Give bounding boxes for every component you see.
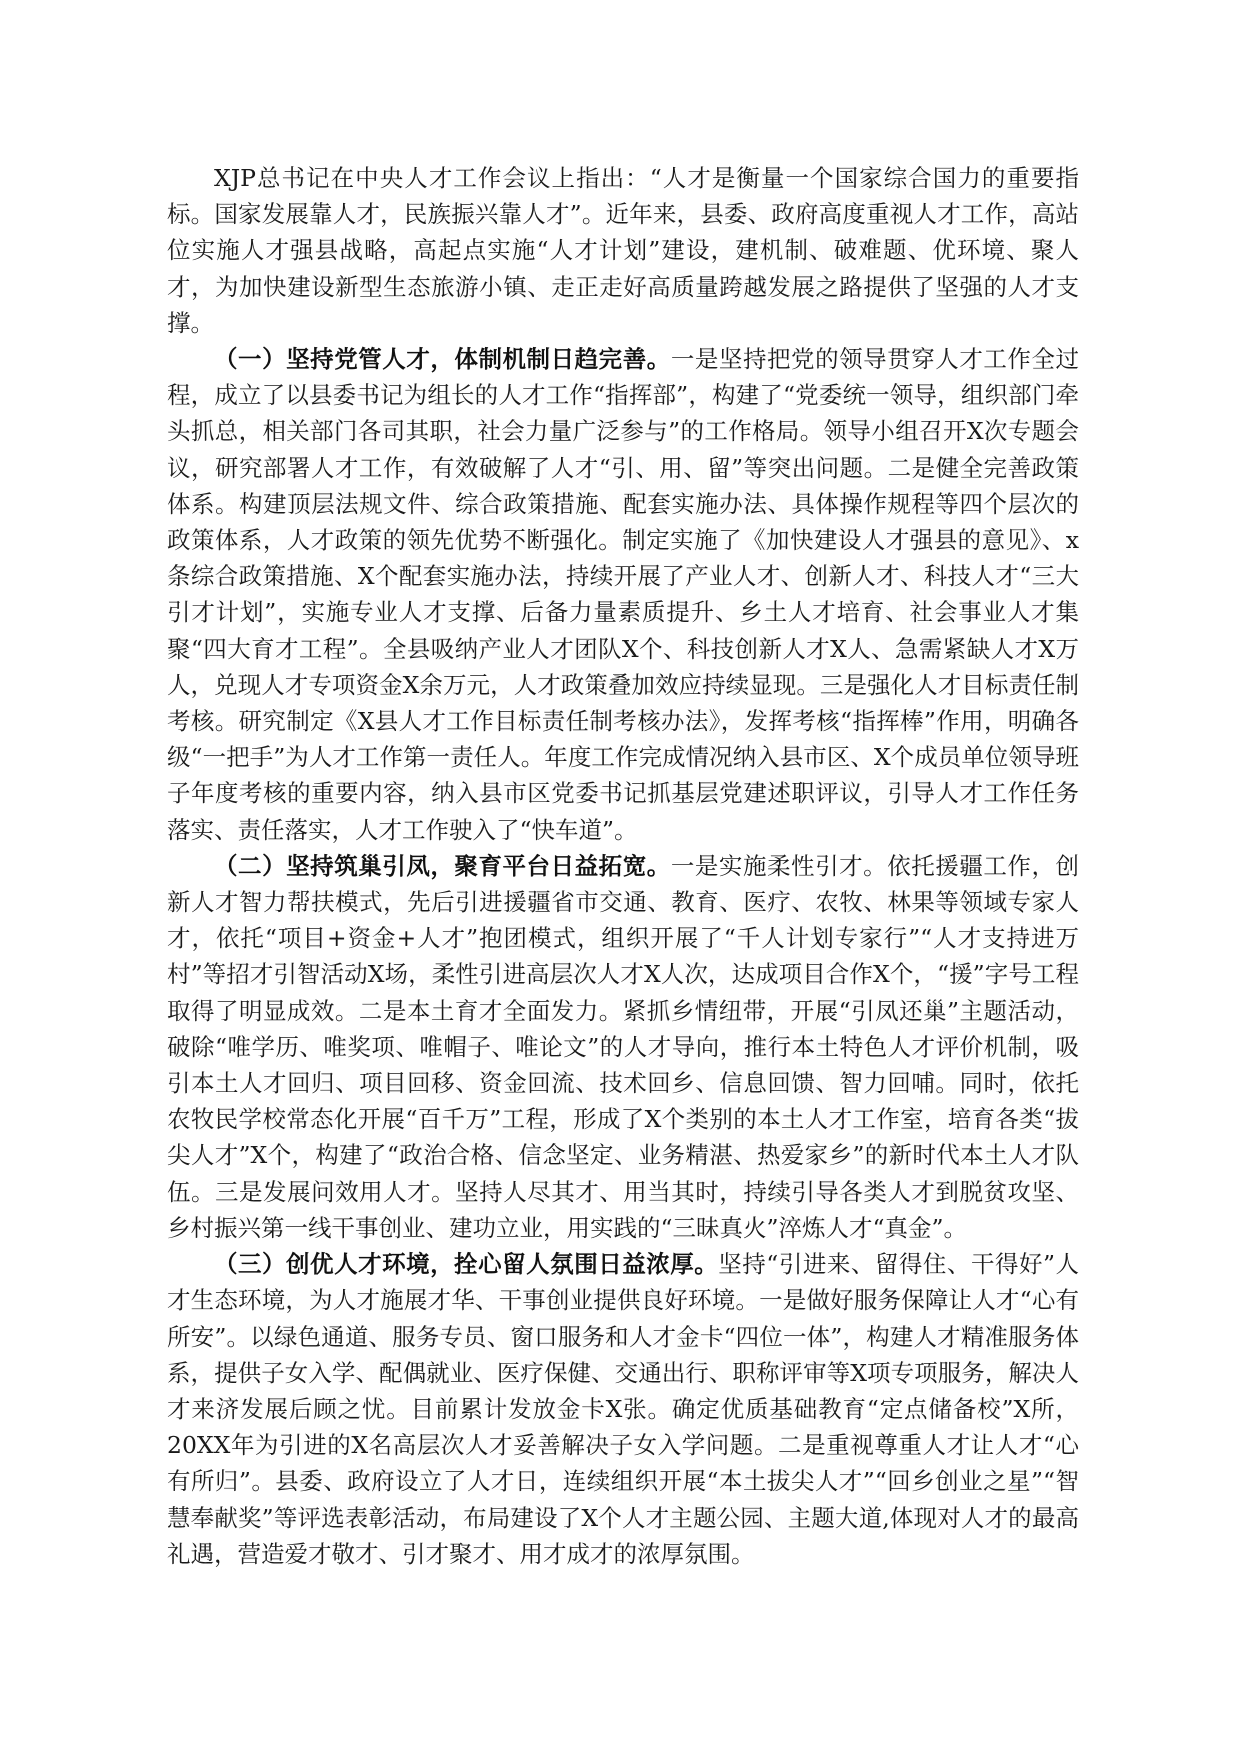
section-3-text: 坚持“引进来、留得住、干得好”人才生态环境，为人才施展才华、干事创业提供良好环境。一是做好服务保障让人才“心有所安”。以绿色通道、服务专员、窗口服务和人才金卡“四位一体”，构建人才精准服务体系，提供子女入学、配偶就业、医疗保健、交通出行、职称评审等X项专项服务，解决人才来济发展后顾之忧。目前累计发放金卡X张。确定优质基础教育“定点储备校”X所，20XX年为引进的X名高层次人才妥善解决子女入学问题。二是重视尊重人才让人才“心有所归”。县委、政府设立了人才日，连续组织开展“本土拔尖人才”“回乡创业之星”“智慧奉献奖”等评选表彰活动，布局建设了X个人才主题公园、主题大道,体现对人才的最高礼遇，营造爱才敬才、引才聚才、用才成才的浓厚氛围。 bbox=[167, 1250, 1080, 1568]
section-3-heading: （三）创优人才环境，拴心留人氛围日益浓厚。 bbox=[214, 1250, 719, 1279]
intro-paragraph-text: XJP总书记在中央人才工作会议上指出：“人才是衡量一个国家综合国力的重要指标。国家发展靠人才，民族振兴靠人才”。近年来，县委、政府高度重视人才工作，高站位实施人才强县战略，高起点实施“人才计划”建设，建机制、破难题、优环境、聚人才，为加快建设新型生态旅游小镇、走正走好高质量跨越发展之路提供了坚强的人才支撑。 bbox=[167, 164, 1079, 337]
section-2-text: 一是实施柔性引才。依托援疆工作，创新人才智力帮扶模式，先后引进援疆省市交通、教育、医疗、农牧、林果等领域专家人才，依托“项目+资金+人才”抱团模式，组织开展了“千人计划专家行”“人才支持进万村”等招才引智活动X场，柔性引进高层次人才X人次，达成项目合作X个，“援”字号工程取得了明显成效。二是本土育才全面发力。紧抓乡情纽带，开展“引凤还巢”主题活动，破除“唯学历、唯奖项、唯帽子、唯论文”的人才导向，推行本土特色人才评价机制，吸引本土人才回归、项目回移、资金回流、技术回乡、信息回馈、智力回哺。同时，依托农牧民学校常态化开展“百千万”工程，形成了X个类别的本土人才工作室，培育各类“拔尖人才”X个，构建了“政治合格、信念坚定、业务精湛、热爱家乡”的新时代本土人才队伍。三是发展问效用人才。坚持人尽其才、用当其时，持续引导各类人才到脱贫攻坚、乡村振兴第一线干事创业、建功立业，用实践的“三昧真火”淬炼人才“真金”。 bbox=[167, 851, 1080, 1242]
document-body bbox=[167, 160, 1079, 1572]
section-1-paragraph bbox=[167, 341, 1079, 848]
section-1-text: 一是坚持把党的领导贯穿人才工作全过程，成立了以县委书记为组长的人才工作“指挥部”，构建了“党委统一领导，组织部门牵头抓总，相关部门各司其职，社会力量广泛参与”的工作格局。领导小组召开X次专题会议，研究部署人才工作，有效破解了人才“引、用、留”等突出问题。二是健全完善政策体系。构建顶层法规文件、综合政策措施、配套实施办法、具体操作规程等四个层次的政策体系，人才政策的领先优势不断强化。制定实施了《加快建设人才强县的意见》、x条综合政策措施、X个配套实施办法，持续开展了产业人才、创新人才、科技人才“三大引才计划”，实施专业人才支撑、后备力量素质提升、乡土人才培育、社会事业人才集聚“四大育才工程”。全县吸纳产业人才团队X个、科技创新人才X人、急需紧缺人才X万人，兑现人才专项资金X余万元，人才政策叠加效应持续显现。三是强化人才目标责任制考核。研究制定《X县人才工作目标责任制考核办法》，发挥考核“指挥棒”作用，明确各级“一把手”为人才工作第一责任人。年度工作完成情况纳入县市区、X个成员单位领导班子年度考核的重要内容，纳入县市区党委书记抓基层党建述职评议，引导人才工作任务落实、责任落实，人才工作驶入了“快车道”。 bbox=[167, 345, 1080, 844]
section-2-paragraph bbox=[167, 848, 1079, 1246]
section-1-heading: （一）坚持党管人才，体制机制日趋完善。 bbox=[214, 345, 671, 374]
section-3-paragraph bbox=[167, 1246, 1079, 1572]
section-2-heading: （二）坚持筑巢引凤，聚育平台日益拓宽。 bbox=[214, 851, 671, 880]
intro-paragraph bbox=[167, 160, 1079, 341]
